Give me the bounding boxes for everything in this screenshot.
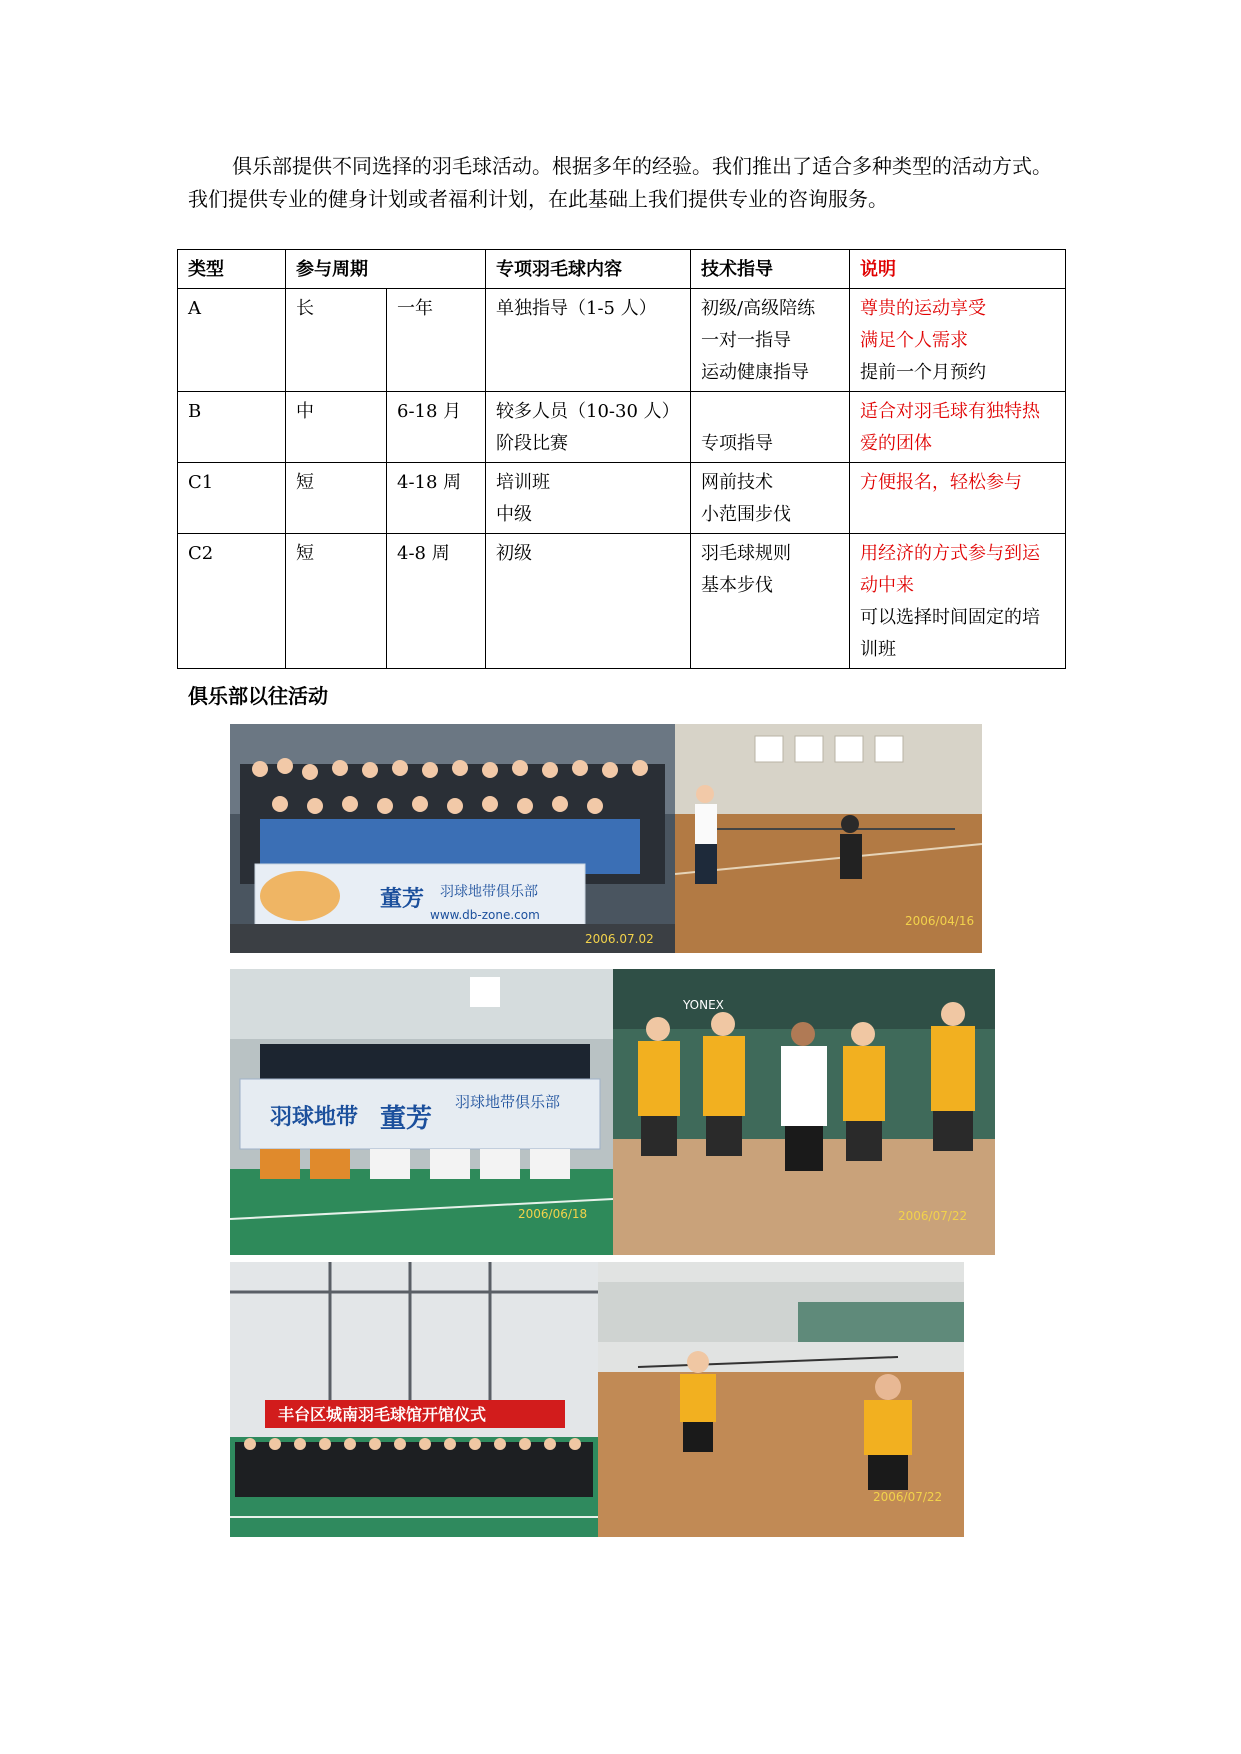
- cell-guidance-line: 网前技术: [701, 472, 773, 493]
- cell-length: [286, 534, 387, 669]
- cell-type-line: A: [188, 298, 201, 319]
- photo-doubles-play: [598, 1262, 964, 1537]
- cell-guidance: [691, 534, 850, 669]
- cell-duration: [387, 392, 486, 463]
- header-period: 参与周期: [286, 250, 486, 289]
- banner-3-text-2: 董芳: [380, 1104, 433, 1134]
- photo-1-date: 2006.07.02: [585, 932, 654, 946]
- cell-note: [850, 392, 1066, 463]
- cell-length: [286, 463, 387, 534]
- header-content: 专项羽毛球内容: [486, 250, 691, 289]
- cell-note-line: 尊贵的运动享受: [860, 298, 986, 319]
- cell-note: [850, 463, 1066, 534]
- table-row: [178, 534, 1066, 669]
- cell-guidance-line: 小范围步伐: [701, 504, 791, 525]
- cell-content: [486, 463, 691, 534]
- cell-duration: [387, 463, 486, 534]
- cell-length-line: 长: [296, 298, 314, 319]
- cell-guidance-line: 一对一指导: [701, 330, 791, 351]
- photo-yellow-players: [613, 969, 995, 1255]
- cell-guidance: [691, 463, 850, 534]
- cell-note: [850, 534, 1066, 669]
- header-type: 类型: [178, 250, 286, 289]
- cell-type-line: C2: [188, 543, 214, 564]
- banner-text-1: 董芳: [380, 887, 425, 912]
- header-note: 说明: [850, 250, 1066, 289]
- banner-3-text-3: 羽球地带俱乐部: [455, 1093, 561, 1111]
- cell-type-line: C1: [188, 472, 214, 493]
- cell-guidance-line: 专项指导: [701, 433, 773, 454]
- cell-duration-line: 4-18 周: [397, 472, 462, 493]
- cell-guidance-line: 运动健康指导: [701, 362, 809, 383]
- cell-length-line: 短: [296, 472, 314, 493]
- photo-group-banner-image: [230, 724, 675, 953]
- table-header-row: [178, 250, 1066, 289]
- photo-court-play: [675, 724, 982, 953]
- cell-content-line: 初级: [496, 543, 532, 564]
- intro-paragraph: 俱乐部提供不同选择的羽毛球活动。根据多年的经验。我们推出了适合多种类型的活动方式。我们提供专业的健身计划或者福利计划，在此基础上我们提供专业的咨询服务。: [188, 154, 1052, 211]
- ceremony-banner-text: 丰台区城南羽毛球馆开馆仪式: [278, 1405, 487, 1424]
- cell-content-line: 阶段比赛: [496, 433, 568, 454]
- cell-content-line: 单独指导（1-5 人）: [496, 298, 657, 319]
- cell-guidance-line: 羽毛球规则: [701, 543, 791, 564]
- cell-note-line: 训班: [860, 639, 896, 660]
- photo-4-date: 2006/07/22: [898, 1209, 968, 1223]
- photo-opening-ceremony-image: [230, 1262, 598, 1537]
- banner-text-3: www.db-zone.com: [430, 908, 540, 922]
- cell-length: [286, 289, 387, 392]
- cell-type: [178, 463, 286, 534]
- cell-content-line: 中级: [496, 504, 532, 525]
- cell-type: [178, 392, 286, 463]
- photo-4-brand: YONEX: [683, 998, 724, 1012]
- cell-note-line: 提前一个月预约: [860, 362, 986, 383]
- gallery-title: 俱乐部以往活动: [188, 684, 328, 708]
- cell-content: [486, 534, 691, 669]
- cell-length: [286, 392, 387, 463]
- cell-type-line: B: [188, 401, 202, 422]
- cell-content-line: 培训班: [496, 472, 550, 493]
- cell-guidance-line: 基本步伐: [701, 575, 773, 596]
- cell-guidance-line: [701, 396, 839, 428]
- cell-content-line: 较多人员（10-30 人）: [496, 401, 680, 422]
- cell-guidance: [691, 289, 850, 392]
- banner-3-text-1: 羽球地带: [270, 1105, 359, 1130]
- activity-table: [177, 249, 1066, 669]
- cell-note-line: 可以选择时间固定的培: [860, 607, 1040, 628]
- photo-2-date: 2006/04/16: [905, 914, 975, 928]
- cell-duration: [387, 534, 486, 669]
- cell-guidance: [691, 392, 850, 463]
- table-row: [178, 392, 1066, 463]
- banner-text-2: 羽球地带俱乐部: [440, 884, 538, 900]
- cell-length-line: 短: [296, 543, 314, 564]
- cell-duration-line: 一年: [397, 298, 433, 319]
- cell-guidance-line: 初级/高级陪练: [701, 298, 816, 319]
- cell-note-line: 爱的团体: [860, 433, 932, 454]
- header-guidance: 技术指导: [691, 250, 850, 289]
- photo-green-court-group: [230, 969, 613, 1255]
- cell-length-line: 中: [296, 401, 314, 422]
- cell-note-line: 动中来: [860, 575, 914, 596]
- cell-note-line: 满足个人需求: [860, 330, 968, 351]
- table-row: [178, 289, 1066, 392]
- cell-note-line: 用经济的方式参与到运: [860, 543, 1040, 564]
- photo-6-date: 2006/07/22: [873, 1490, 943, 1504]
- photo-3-date: 2006/06/18: [518, 1207, 588, 1221]
- table-row: [178, 463, 1066, 534]
- cell-note: [850, 289, 1066, 392]
- cell-type: [178, 289, 286, 392]
- cell-note-line: 适合对羽毛球有独特热: [860, 401, 1040, 422]
- cell-duration: [387, 289, 486, 392]
- photo-group-banner: [230, 724, 675, 953]
- cell-note-line: 方便报名，轻松参与: [860, 472, 1022, 493]
- cell-duration-line: 4-8 周: [397, 543, 450, 564]
- cell-duration-line: 6-18 月: [397, 401, 462, 422]
- cell-content: [486, 289, 691, 392]
- photo-opening-ceremony: [230, 1262, 598, 1537]
- cell-content: [486, 392, 691, 463]
- cell-type: [178, 534, 286, 669]
